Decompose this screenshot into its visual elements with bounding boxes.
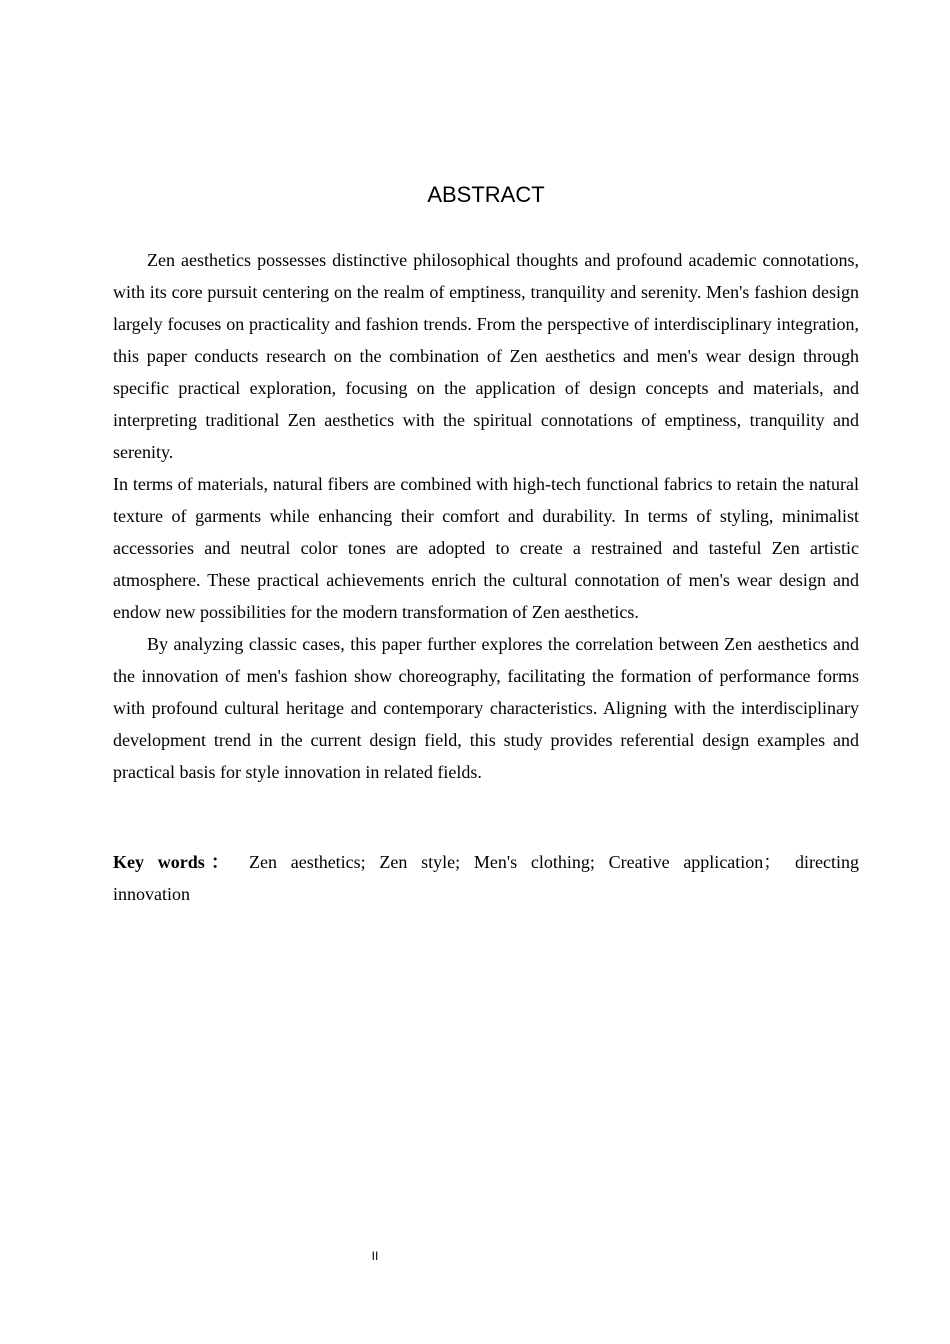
abstract-paragraph-3: By analyzing classic cases, this paper further explores the correlation between Zen aesthetics and the innovation of men's fashion show choreography, facilitating the formation of performance forms with profound cultural heritage and contemporary characteristics. Aligning with the interdisciplinary development trend in the current design field, this study provides referential design examples and practical basis for style innovation in related fields.: [113, 634, 859, 782]
page-number: II: [371, 1249, 379, 1263]
keywords-text: Zen aesthetics; Zen style; Men's clothing; Creative application； directing innovation: [113, 852, 860, 904]
page-title: ABSTRACT: [427, 182, 545, 207]
abstract-body: [113, 244, 859, 788]
abstract-paragraph-1: Zen aesthetics possesses distinctive philosophical thoughts and profound academic connotations, with its core pursuit centering on the realm of emptiness, tranquility and serenity. Men's fashion design largely focuses on practicality and fashion trends. From the perspective of interdisciplinary integration, this paper conducts research on the combination of Zen aesthetics and men's wear design through specific practical exploration, focusing on the application of design concepts and materials, and interpreting traditional Zen aesthetics with the spiritual connotations of emptiness, tranquility and serenity.: [113, 250, 859, 462]
keywords-label: Key words：: [113, 852, 236, 872]
keywords-line: [113, 846, 859, 910]
abstract-paragraph-2: In terms of materials, natural fibers are combined with high-tech functional fabrics to retain the natural texture of garments while enhancing their comfort and durability. In terms of styling, minimalist accessories and neutral color tones are adopted to create a restrained and tasteful Zen artistic atmosphere. These practical achievements enrich the cultural connotation of men's wear design and endow new possibilities for the modern transformation of Zen aesthetics.: [113, 474, 859, 622]
